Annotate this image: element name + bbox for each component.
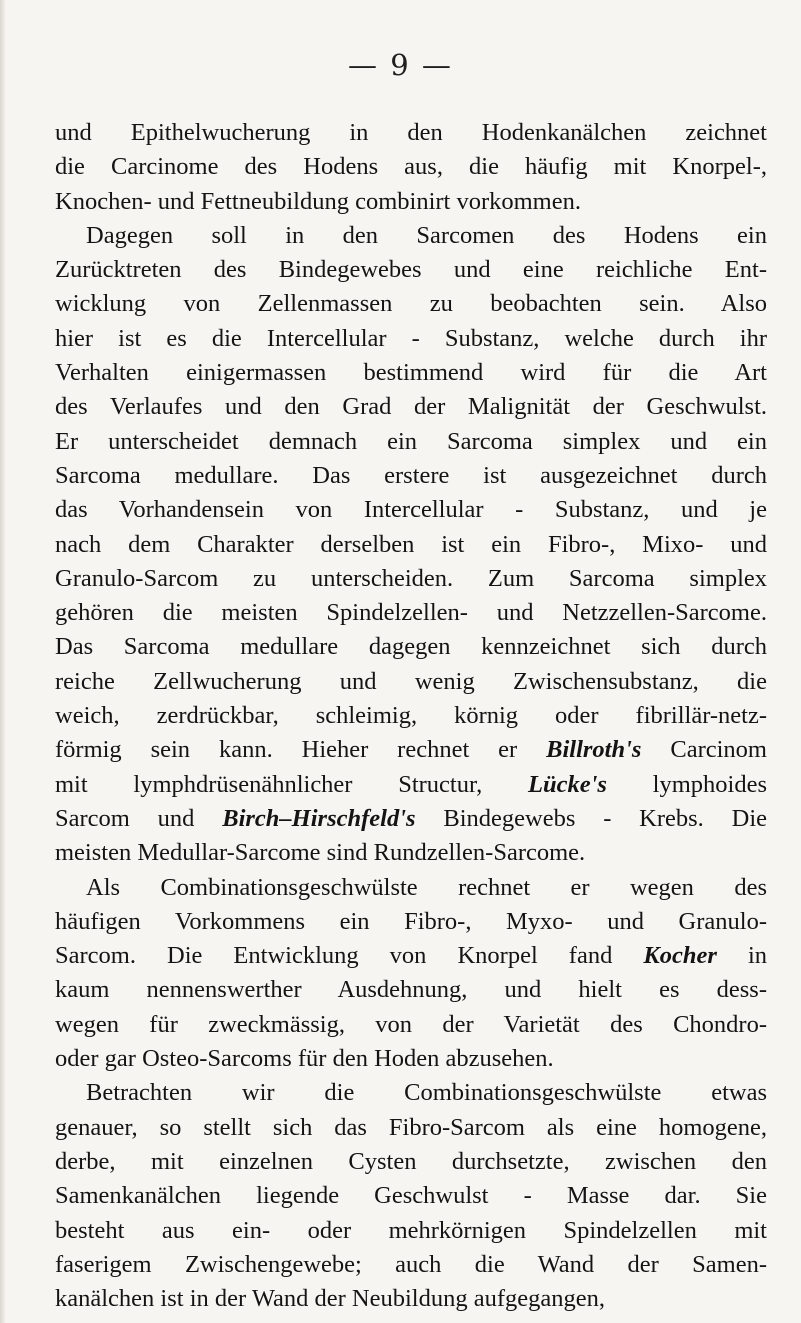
text-line: Zurücktreten des Bindegewebes und eine reichliche Ent- <box>55 256 767 284</box>
text-line: weich, zerdrückbar, schleimig, körnig oder fibrillär-netz- <box>55 702 767 730</box>
text-line: Verhalten einigermassen bestimmend wird für die Art <box>55 359 767 387</box>
author-name: Kocher <box>643 942 717 970</box>
text-line: hier ist es die Intercellular - Substanz, welche durch ihr <box>55 324 767 352</box>
paragraph-1 <box>55 116 767 219</box>
text-line: nach dem Charakter derselben ist ein Fibro-, Mixo- und <box>55 530 767 558</box>
text-line: Sarcoma medullare. Das erstere ist ausgezeichnet durch <box>55 461 767 489</box>
text-line: genauer, so stellt sich das Fibro-Sarcom als eine homogene, <box>55 1113 767 1141</box>
body-text <box>55 116 767 1316</box>
text-line: und Epithelwucherung in den Hodenkanälchen zeichnet <box>55 119 767 146</box>
paragraph-4 <box>55 1076 767 1316</box>
text-line: Samenkanälchen liegende Geschwulst - Masse dar. Sie <box>55 1182 767 1210</box>
text-line: Sarcom und Birch–Hirschfeld's Bindegewebs - Krebs. Die <box>55 804 768 832</box>
text-line: häufigen Vorkommens ein Fibro-, Myxo- und Granulo- <box>55 907 767 935</box>
text-line: Betrachten wir die Combinationsgeschwülste etwas <box>86 1079 767 1107</box>
page-number: — 9 — <box>348 48 453 82</box>
text-line: Dagegen soll in den Sarcomen des Hodens ein <box>86 221 767 249</box>
text-line: besteht aus ein- oder mehrkörnigen Spindelzellen mit <box>55 1216 767 1244</box>
text-line: des Verlaufes und den Grad der Malignität der Geschwulst. <box>55 393 767 421</box>
paragraph-3 <box>55 871 767 1077</box>
author-name: Birch–Hirschfeld's <box>222 804 416 832</box>
text-line: derbe, mit einzelnen Cysten durchsetzte, zwischen den <box>55 1147 767 1175</box>
text-line: reiche Zellwucherung und wenig Zwischensubstanz, die <box>55 667 767 695</box>
text-line: förmig sein kann. Hieher rechnet er Billroth's Carcinom <box>55 736 767 764</box>
text-line: Knochen- und Fettneubildung combinirt vorkommen. <box>55 187 581 215</box>
text-line: meisten Medullar-Sarcome sind Rundzellen-Sarcome. <box>55 839 586 867</box>
text-line: Er unterscheidet demnach ein Sarcoma simplex und ein <box>55 427 767 455</box>
text-line: die Carcinome des Hodens aus, die häufig mit Knorpel-, <box>55 153 767 181</box>
text-line: Granulo-Sarcom zu unterscheiden. Zum Sarcoma simplex <box>55 564 767 592</box>
text-line: kaum nennenswerther Ausdehnung, und hielt es dess- <box>55 976 767 1004</box>
text-line: faserigem Zwischengewebe; auch die Wand der Samen- <box>55 1250 767 1278</box>
paragraph-2 <box>55 219 767 871</box>
text-line: Als Combinationsgeschwülste rechnet er wegen des <box>86 873 767 901</box>
page-edge-shadow <box>0 0 6 1323</box>
author-name: Billroth's <box>546 736 642 764</box>
text-line: Das Sarcoma medullare dagegen kennzeichnet sich durch <box>55 633 767 661</box>
text-line: das Vorhandensein von Intercellular - Substanz, und je <box>55 496 767 524</box>
author-name: Lücke's <box>528 770 607 798</box>
text-line: kanälchen ist in der Wand der Neubildung aufgegangen, <box>55 1285 606 1313</box>
text-line: mit lymphdrüsenähnlicher Structur, Lücke's lymphoides <box>55 770 767 798</box>
text-line: wegen für zweckmässig, von der Varietät des Chondro- <box>55 1010 767 1038</box>
text-line: Sarcom. Die Entwicklung von Knorpel fand Kocher in <box>55 942 767 970</box>
text-line: gehören die meisten Spindelzellen- und Netzzellen-Sarcome. <box>55 599 767 627</box>
text-line: oder gar Osteo-Sarcoms für den Hoden abzusehen. <box>55 1045 554 1073</box>
text-line: wicklung von Zellenmassen zu beobachten sein. Also <box>55 290 767 318</box>
